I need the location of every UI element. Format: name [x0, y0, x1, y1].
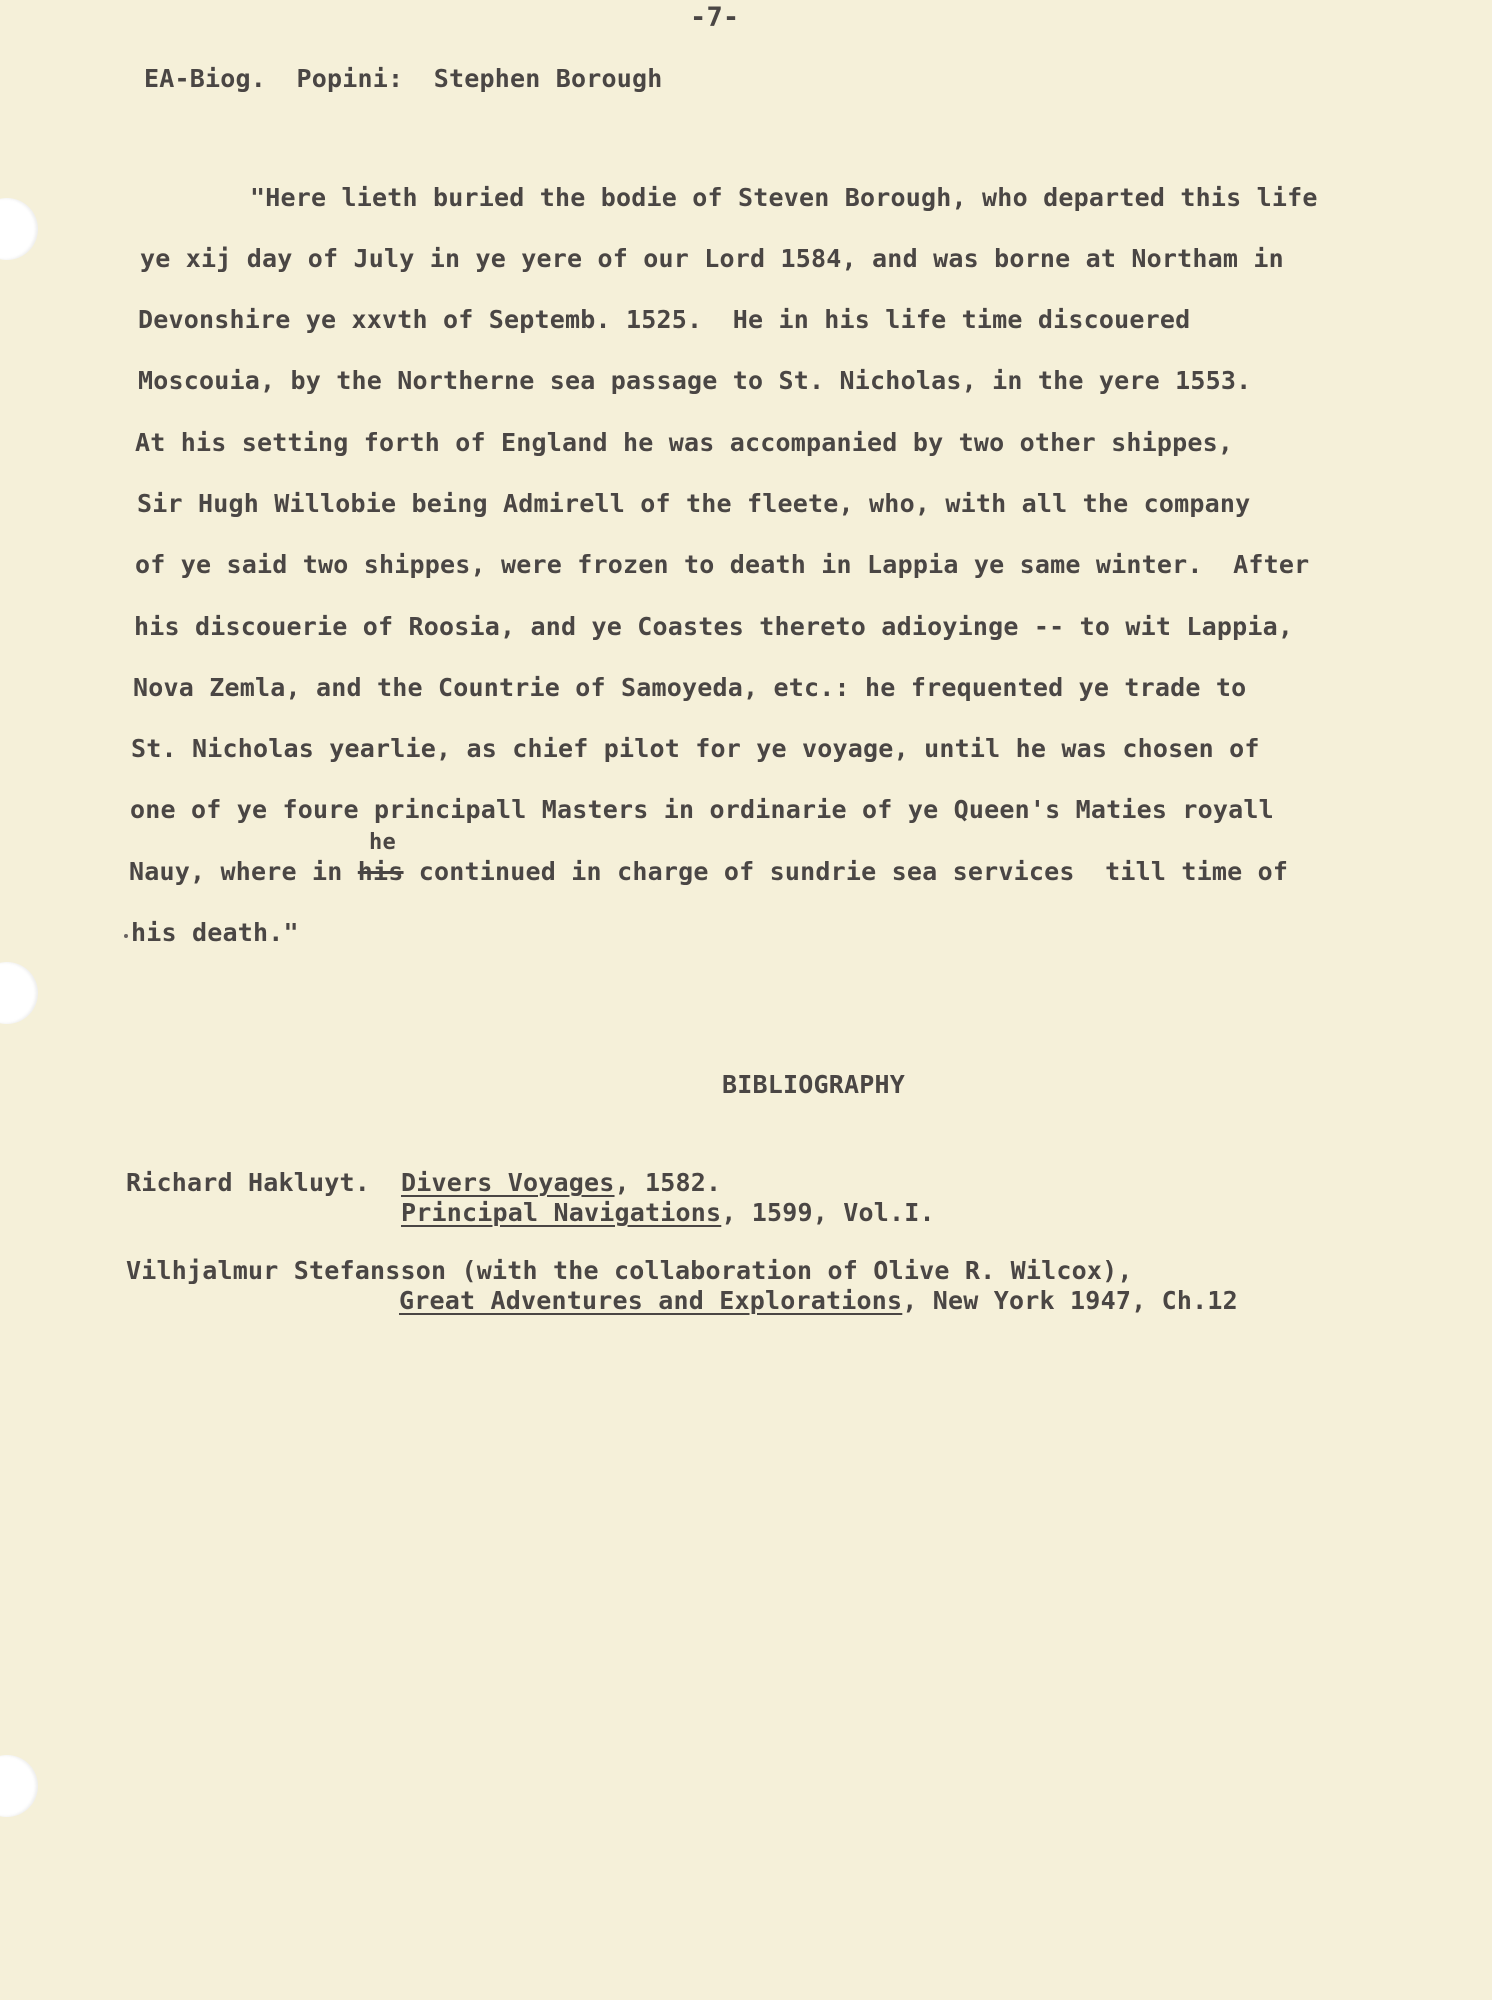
bib-date-1599: , 1599, Vol.I. — [721, 1198, 935, 1227]
bib-author-stefansson: Vilhjalmur Stefansson (with the collaboration of Olive R. Wilcox), — [126, 1256, 1133, 1285]
bib-title-great-adventures-line — [399, 1286, 1238, 1315]
epitaph-line-12-end: continued in charge of sundrie sea services till time of — [403, 857, 1289, 886]
punch-hole-middle — [0, 962, 38, 1024]
bib-date-1582: , 1582. — [614, 1168, 722, 1197]
bib-author-hakluyt: Richard Hakluyt. — [126, 1168, 371, 1197]
bib-title-divers-voyages: Divers Voyages — [401, 1168, 615, 1197]
epitaph-line-3: Devonshire ye xxvth of Septemb. 1525. He in his life time discouered — [138, 305, 1191, 334]
epitaph-line-10: St. Nicholas yearlie, as chief pilot for ye voyage, until he was chosen of — [131, 734, 1260, 763]
bib-title-principal-navigations-line — [401, 1198, 935, 1227]
epitaph-line-7: of ye said two shippes, were frozen to death in Lappia ye same winter. After — [135, 550, 1310, 579]
epitaph-line-9: Nova Zemla, and the Countrie of Samoyeda, etc.: he frequented ye trade to — [133, 673, 1247, 702]
epitaph-line-5: At his setting forth of England he was accompanied by two other shippes, — [135, 428, 1234, 457]
bib-title-great-adventures: Great Adventures and Explorations — [399, 1286, 903, 1315]
epitaph-line-2: ye xij day of July in ye yere of our Lord 1584, and was borne at Northam in — [140, 244, 1284, 273]
epitaph-line-8: his discouerie of Roosia, and ye Coastes thereto adioyinge -- to wit Lappia, — [134, 612, 1294, 641]
punch-hole-top — [0, 198, 38, 260]
epitaph-line-4: Moscouia, by the Northerne sea passage to St. Nicholas, in the yere 1553. — [138, 366, 1252, 395]
bibliography-heading: BIBLIOGRAPHY — [722, 1070, 906, 1099]
bib-title-principal-navigations: Principal Navigations — [401, 1198, 722, 1227]
punch-hole-bottom — [0, 1755, 38, 1817]
document-header: EA-Biog. Popini: Stephen Borough — [144, 64, 663, 93]
epitaph-line-1: "Here lieth buried the bodie of Steven Borough, who departed this life — [250, 183, 1318, 212]
epitaph-line-6: Sir Hugh Willobie being Admirell of the fleete, who, with all the company — [137, 489, 1251, 518]
ink-speck — [124, 934, 128, 938]
bib-title-divers-voyages-line — [401, 1168, 721, 1197]
handwritten-insertion: he — [369, 830, 396, 855]
page-number: -7- — [690, 2, 740, 33]
epitaph-line-13: his death." — [131, 918, 299, 947]
epitaph-line-11: one of ye foure principall Masters in ordinarie of ye Queen's Maties royall — [130, 795, 1274, 824]
epitaph-line-12 — [129, 857, 1288, 886]
epitaph-line-12-start: Nauy, where in — [129, 857, 358, 886]
struck-out-word: his — [357, 857, 404, 886]
bib-publication-details: , New York 1947, Ch.12 — [902, 1286, 1238, 1315]
